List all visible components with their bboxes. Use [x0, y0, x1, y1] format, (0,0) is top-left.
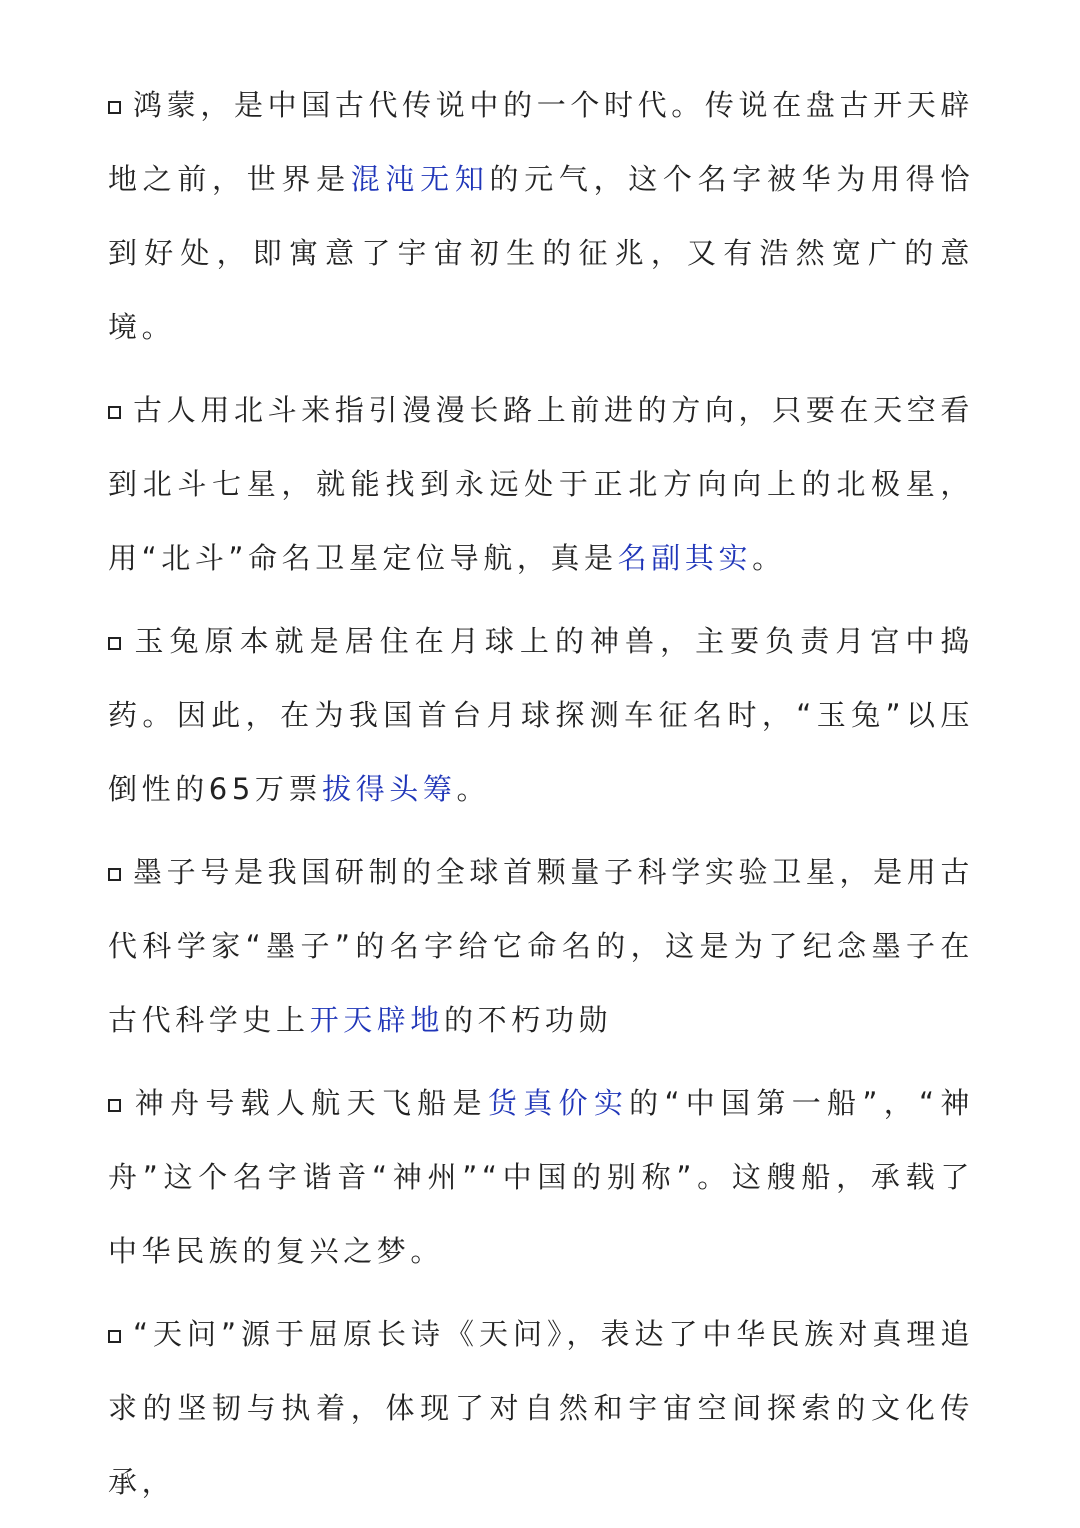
- paragraph-text: 玉兔原本就是居住在月球上的神兽，主要负责月宫中捣药。因此，在为我国首台月球探测车征名时，“玉兔”以压倒性的65万票: [108, 624, 974, 806]
- paragraph-text: 。: [456, 772, 491, 806]
- checkbox-bullet-icon: [108, 101, 121, 114]
- checkbox-bullet-icon: [108, 637, 121, 650]
- checkbox-bullet-icon: [108, 1099, 121, 1112]
- paragraph-text: 。: [752, 541, 786, 575]
- paragraph-beidou: [108, 373, 974, 595]
- highlighted-phrase: 货真价实: [487, 1086, 630, 1120]
- paragraph-text: 墨子号是我国研制的全球首颗量子科学实验卫星，是用古代科学家“墨子”的名字给它命名的，这是为了纪念墨子在古代科学史上: [108, 855, 974, 1037]
- highlighted-phrase: 拔得头筹: [322, 772, 457, 806]
- paragraph-tianwen: [108, 1297, 974, 1519]
- paragraph-text: 的“中国第一船”，“神舟”这个名字谐音“神州”“中国的别称”。这艘船，承载了中华民族的复兴之梦。: [108, 1086, 974, 1268]
- paragraph-text: 的不朽功勋: [444, 1003, 613, 1037]
- checkbox-bullet-icon: [108, 868, 121, 881]
- paragraph-text: 古人用北斗来指引漫漫长路上前进的方向，只要在天空看到北斗七星，就能找到永远处于正北方向向上的北极星，用“北斗”命名卫星定位导航，真是: [108, 393, 974, 575]
- paragraph-text: 的元气，这个名字被华为用得恰到好处，即寓意了宇宙初生的征兆，又有浩然宽广的意境。: [108, 162, 974, 344]
- paragraph-hongmeng: [108, 68, 974, 364]
- paragraph-mozi: [108, 835, 974, 1057]
- highlighted-phrase: 开天辟地: [309, 1003, 445, 1037]
- paragraph-shenzhou: [108, 1066, 974, 1288]
- checkbox-bullet-icon: [108, 406, 121, 419]
- paragraph-text: “天问”源于屈原长诗《天问》，表达了中华民族对真理追求的坚韧与执着，体现了对自然和宇宙空间探索的文化传承，: [108, 1317, 974, 1499]
- document-body: [108, 68, 974, 1528]
- paragraph-text: 鸿蒙，是中国古代传说中的一个时代。传说在盘古开天辟地之前，世界是: [108, 88, 974, 196]
- paragraph-text: 神舟号载人航天飞船是: [133, 1086, 488, 1120]
- checkbox-bullet-icon: [108, 1330, 121, 1343]
- paragraph-yutu: [108, 604, 974, 826]
- highlighted-phrase: 混沌无知: [350, 162, 490, 196]
- highlighted-phrase: 名副其实: [617, 541, 753, 575]
